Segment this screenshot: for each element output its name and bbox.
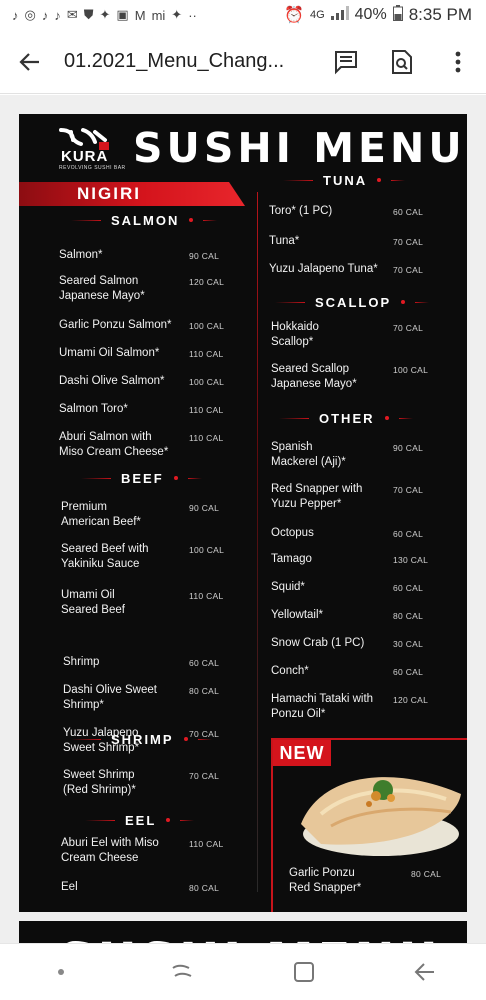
network-label: 4G — [309, 9, 325, 21]
battery-icon — [393, 5, 403, 26]
menu-item-calories: 60 CAL — [393, 529, 424, 539]
category-shrimp: SHRIMP — [71, 731, 212, 747]
sushi-image — [281, 754, 471, 864]
menu-item-calories: 70 CAL — [393, 265, 424, 275]
home-square-icon — [293, 961, 315, 983]
menu-item-name: Umami Oil Seared Beef — [61, 589, 125, 616]
menu-item-calories: 110 CAL — [189, 405, 224, 415]
menu-item-calories: 100 CAL — [189, 377, 225, 387]
menu-item-name: Aburi Eel with Miso Cream Cheese — [61, 837, 159, 864]
gmail-icon: M — [134, 7, 146, 23]
status-bar — [0, 0, 486, 30]
signal-icon — [331, 6, 349, 25]
find-in-document-button[interactable] — [374, 30, 430, 94]
menu-page — [19, 114, 467, 912]
battery-percent: 40% — [354, 6, 387, 23]
menu-item-name: Seared Scallop Japanese Mayo* — [271, 363, 357, 390]
clock: 8:35 PM — [408, 5, 472, 24]
menu-item-name: Tuna* — [269, 235, 300, 247]
menu-item-name: Yuzu Jalapeno Tuna* — [269, 263, 378, 275]
menu-item-name: Hamachi Tataki with Ponzu Oil* — [271, 693, 374, 720]
menu-item-calories: 60 CAL — [393, 583, 424, 593]
menu-item-calories: 130 CAL — [393, 555, 429, 565]
category-tuna-heading: TUNA — [283, 172, 405, 188]
twitter-icon: ✦ — [99, 7, 111, 22]
back-arrow-icon — [414, 961, 436, 983]
tiktok-icon: ♪ — [54, 7, 61, 23]
column-divider — [257, 192, 258, 892]
menu-item-calories: 100 CAL — [189, 321, 225, 331]
instagram-icon: ◎ — [24, 7, 36, 22]
menu-item-calories: 110 CAL — [189, 433, 224, 443]
menu-item-name: Aburi Salmon with Miso Cream Cheese* — [59, 431, 169, 458]
home-button[interactable] — [274, 947, 334, 997]
dot-icon — [57, 968, 65, 976]
menu-item-calories: 110 CAL — [189, 349, 224, 359]
menu-item-name: Toro* (1 PC) — [269, 205, 333, 217]
menu-item-name: Salmon* — [59, 249, 103, 261]
category-other: OTHER — [279, 410, 413, 426]
menu-item-calories: 110 CAL — [189, 591, 224, 601]
nav-back-button[interactable] — [395, 947, 455, 997]
menu-item-calories: 80 CAL — [189, 883, 220, 893]
menu-item-calories: 70 CAL — [393, 323, 424, 333]
nav-dot-button[interactable] — [31, 947, 91, 997]
menu-item-name: Squid* — [271, 581, 305, 593]
app-bar — [0, 30, 486, 94]
menu-item-calories: 90 CAL — [393, 443, 424, 453]
menu-item-name: Tamago — [271, 553, 312, 565]
brand-name: KURA — [61, 148, 109, 165]
menu-item-calories: 60 CAL — [189, 658, 220, 668]
category-eel: EEL — [85, 812, 194, 828]
menu-item-name: Yuzu Jalapeno Sweet Shrimp* — [63, 727, 140, 754]
menu-item-calories: 100 CAL — [189, 545, 225, 555]
menu-item-name: Umami Oil Salmon* — [59, 347, 160, 359]
menu-item-calories: 70 CAL — [393, 237, 424, 247]
system-nav-bar — [0, 943, 486, 1000]
menu-item-calories: 80 CAL — [393, 611, 424, 621]
twitch-icon: ▣ — [116, 7, 129, 22]
tiktok-icon: ♪ — [12, 7, 19, 23]
menu-item-name: Yellowtail* — [271, 609, 323, 621]
tiktok-icon: ♪ — [41, 7, 49, 23]
back-button[interactable] — [0, 30, 60, 94]
comment-icon — [334, 50, 358, 74]
menu-item-name: Octopus — [271, 527, 314, 539]
menu-item-calories: 70 CAL — [189, 771, 220, 781]
more-options-button[interactable] — [430, 30, 486, 94]
messenger-icon: ✉ — [66, 7, 78, 22]
notification-icons — [12, 7, 197, 23]
menu-item-name: Snow Crab (1 PC) — [271, 637, 365, 649]
category-scallop: SCALLOP — [275, 294, 429, 310]
menu-item-calories: 110 CAL — [189, 839, 224, 849]
menu-item-name: Shrimp — [63, 656, 100, 668]
document-viewer[interactable] — [0, 95, 486, 943]
menu-item-name: Seared Salmon Japanese Mayo* — [59, 275, 145, 302]
new-badge: NEW — [273, 740, 331, 766]
menu-item-name: Red Snapper with Yuzu Pepper* — [271, 483, 363, 510]
document-search-icon — [391, 50, 413, 74]
section-title: NIGIRI — [77, 184, 141, 203]
twitter-icon: ✦ — [171, 7, 183, 22]
menu-item-calories: 60 CAL — [393, 207, 424, 217]
menu-item-calories: 70 CAL — [393, 485, 424, 495]
menu-item-name: Conch* — [271, 665, 309, 677]
menu-item-name: Premium American Beef* — [61, 501, 141, 528]
xiaomi-icon: mi — [151, 7, 166, 23]
menu-item-calories: 100 CAL — [393, 365, 429, 375]
menu-title: SUSHI MENU — [133, 124, 466, 172]
comments-button[interactable] — [318, 30, 374, 94]
arrow-left-icon — [19, 51, 41, 73]
category-beef: BEEF — [81, 470, 202, 486]
menu-item-calories: 90 CAL — [189, 503, 220, 513]
category-salmon: SALMON — [71, 212, 217, 228]
menu-item-calories: 30 CAL — [393, 639, 424, 649]
menu-item-calories: 80 CAL — [189, 686, 220, 696]
more-vert-icon — [455, 51, 461, 73]
menu-item-name: Hokkaido Scallop* — [271, 321, 319, 348]
menu-item-calories: 120 CAL — [393, 695, 429, 705]
recent-apps-icon — [170, 962, 194, 982]
more-dots-icon: ·· — [188, 7, 197, 23]
menu-item-calories: 70 CAL — [189, 729, 220, 739]
menu-item-calories: 90 CAL — [189, 251, 220, 261]
menu-item-name: Seared Beef with Yakiniku Sauce — [61, 543, 149, 570]
menu-item-name: Sweet Shrimp (Red Shrimp)* — [63, 769, 136, 796]
recent-apps-button[interactable] — [152, 947, 212, 997]
menu-item-name: Eel — [61, 881, 78, 893]
shield-icon: ⛊ — [83, 7, 94, 22]
menu-item-calories: 60 CAL — [393, 667, 424, 677]
menu-item-name: Dashi Olive Sweet Shrimp* — [63, 684, 157, 711]
menu-item-name: Salmon Toro* — [59, 403, 128, 415]
featured-item-name: Garlic Ponzu Red Snapper* — [289, 867, 362, 894]
brand-tagline: REVOLVING SUSHI BAR — [59, 165, 126, 171]
menu-item-name: Dashi Olive Salmon* — [59, 375, 165, 387]
menu-item-name: Garlic Ponzu Salmon* — [59, 319, 172, 331]
alarm-icon: ⏰ — [284, 7, 304, 24]
menu-item-calories: 120 CAL — [189, 277, 225, 287]
menu-item-name: Spanish Mackerel (Aji)* — [271, 441, 346, 468]
document-title: 01.2021_Menu_Chang... — [64, 50, 285, 72]
featured-item-calories: 80 CAL — [411, 869, 442, 879]
